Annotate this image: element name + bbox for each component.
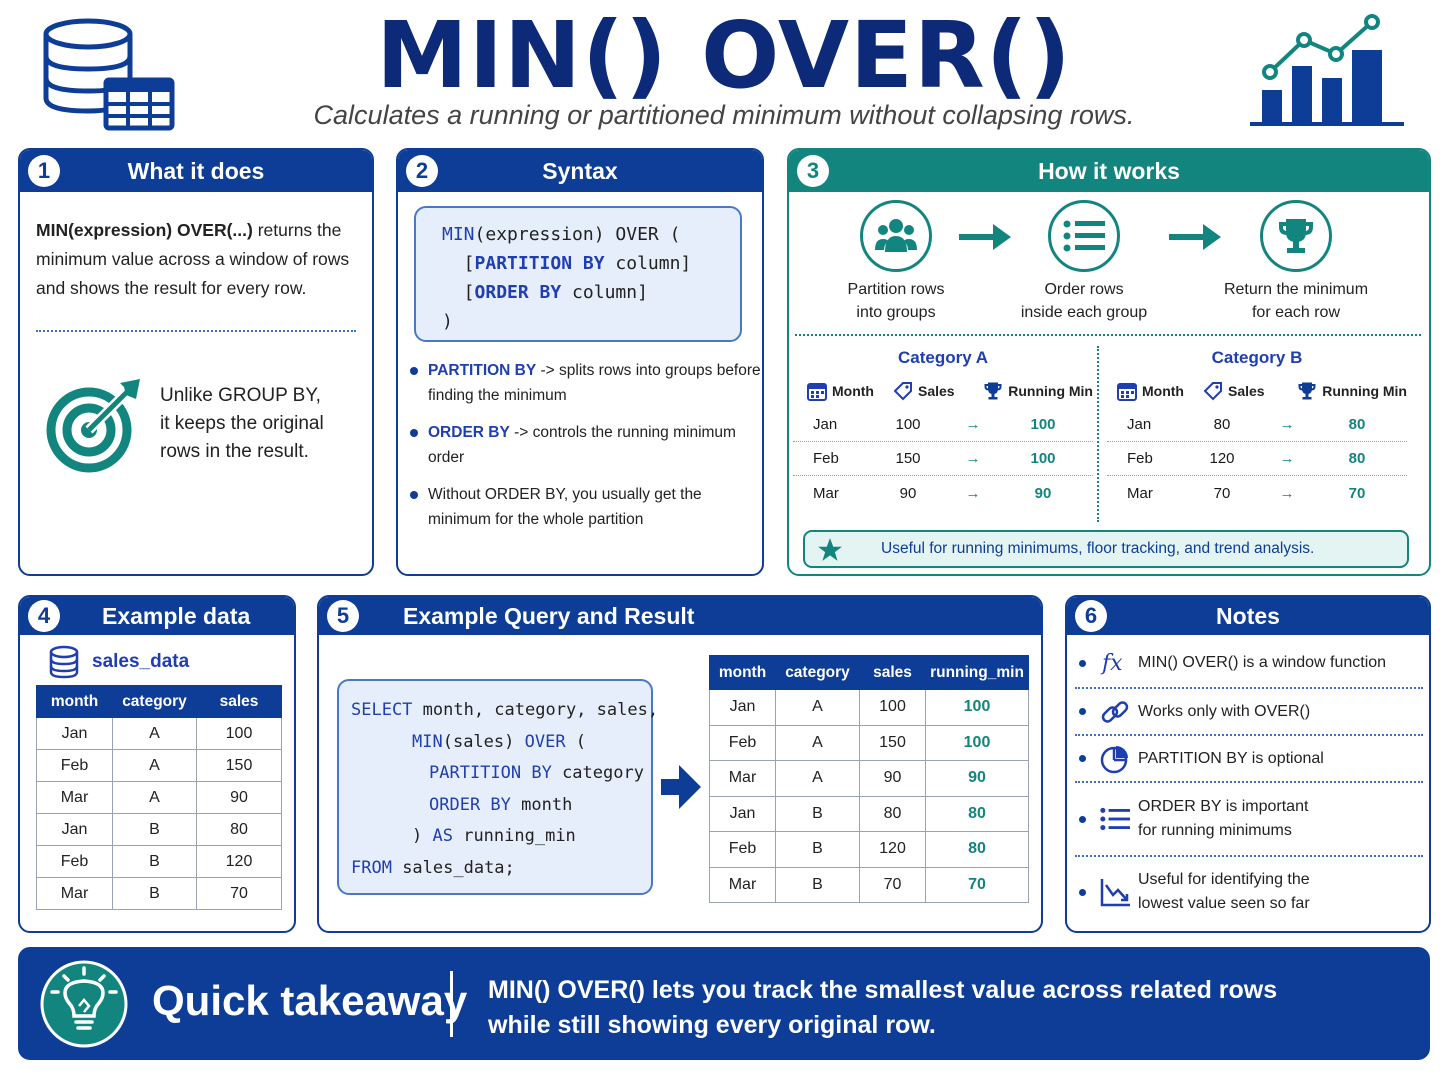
note-item	[1075, 689, 1423, 736]
code-keyword: PARTITION BY	[429, 763, 552, 783]
code-line	[442, 249, 740, 278]
table-row	[37, 782, 282, 814]
panel-header	[398, 150, 762, 192]
trophy-icon	[1297, 381, 1317, 401]
column-header: month	[710, 656, 776, 690]
cell: 80	[860, 796, 926, 832]
arrow-right-icon: →	[965, 450, 981, 467]
cell-month: Jan	[813, 416, 838, 433]
header-label: Sales	[918, 383, 955, 399]
table-row	[710, 832, 1029, 868]
step-label: Order rows	[1044, 281, 1124, 298]
arrow-right-icon: →	[1279, 484, 1295, 502]
code-keyword: ORDER BY	[429, 794, 511, 815]
cell: B	[113, 878, 197, 910]
category-title: Category B	[1211, 348, 1303, 367]
code-keyword: SELECT	[351, 700, 413, 720]
cell: B	[776, 867, 860, 903]
use-case-callout	[803, 530, 1409, 568]
column-header: category	[776, 656, 860, 690]
arrow-right-icon: →	[965, 484, 981, 502]
table-row	[1107, 476, 1407, 510]
note-item	[1075, 783, 1423, 857]
code-text: )	[412, 826, 433, 846]
cell: A	[113, 718, 197, 750]
column-header: category	[113, 686, 197, 718]
cell-running-min: 70	[926, 867, 1029, 903]
note-line: it keeps the original	[160, 413, 324, 434]
code-keyword: PARTITION BY	[474, 253, 605, 274]
cell-running-min: 80	[1348, 450, 1366, 467]
bullet-dot	[1079, 660, 1086, 667]
panel-header	[319, 597, 1041, 635]
cell-running-min: 80	[1348, 416, 1366, 433]
cell: 120	[860, 832, 926, 868]
step-partition	[811, 200, 981, 324]
syntax-bullets	[408, 358, 763, 544]
cell-running-min: 80	[926, 796, 1029, 832]
trophy-icon	[1260, 200, 1332, 272]
cell-running-min: 100	[1030, 416, 1056, 433]
takeaway-line: while still showing every original row.	[488, 1011, 936, 1039]
cell-running-min: 90	[1034, 484, 1052, 502]
arrow-right-icon	[661, 765, 703, 814]
trophy-icon	[983, 381, 1003, 401]
cell-running-min: 100	[926, 725, 1029, 761]
quick-takeaway-banner	[18, 947, 1430, 1060]
page-subtitle: Calculates a running or partitioned minimum without collapsing rows.	[313, 100, 1135, 130]
cell: B	[776, 796, 860, 832]
table-row	[710, 867, 1029, 903]
table-header	[1107, 374, 1407, 408]
step-number: 4	[28, 600, 60, 632]
code-text: running_min	[452, 826, 576, 846]
step-label: Return the minimum	[1223, 281, 1369, 298]
code-line: )	[442, 311, 453, 332]
table-header	[793, 374, 1093, 408]
cell: Feb	[37, 846, 113, 878]
bullet-dot	[1079, 755, 1086, 762]
description	[36, 216, 366, 303]
header-label: Month	[832, 383, 874, 399]
cell-running-min: 80	[926, 832, 1029, 868]
step-number: 6	[1075, 600, 1107, 632]
calendar-icon	[807, 381, 827, 401]
page-title: MIN() OVER()	[376, 2, 1072, 109]
database-icon	[48, 645, 80, 679]
divider	[36, 330, 356, 332]
header-month	[1107, 381, 1197, 401]
cell: Jan	[37, 814, 113, 846]
bullet-text: Without ORDER BY, you usually get the minimum for the whole partition	[428, 486, 702, 528]
code-keyword: ORDER BY	[474, 282, 562, 303]
cell-month: Feb	[813, 450, 839, 467]
step-number: 1	[28, 155, 60, 187]
table-name-label: sales_data	[92, 651, 190, 672]
panel-title: Notes	[1216, 602, 1280, 629]
panel-how-it-works	[787, 148, 1431, 576]
panel-header	[789, 150, 1429, 192]
panel-header	[20, 597, 294, 635]
column-header: sales	[860, 656, 926, 690]
pie-icon	[1100, 744, 1138, 774]
code-text: [	[442, 282, 475, 303]
process-steps	[789, 200, 1429, 330]
bullet-text: -> splits rows into groups before finding the minimum	[428, 362, 761, 404]
group-icon	[860, 200, 932, 272]
cell: 90	[860, 761, 926, 797]
step-label: Partition rows	[847, 281, 945, 298]
code-text: [	[442, 253, 475, 274]
cell: 90	[197, 782, 282, 814]
calendar-icon	[1117, 381, 1137, 401]
cell-running-min: 100	[1030, 450, 1056, 467]
header-label: Running Min	[1008, 383, 1093, 399]
code-keyword: FROM	[351, 857, 392, 878]
note-text: Works only with OVER()	[1138, 702, 1311, 720]
table-row	[793, 476, 1093, 510]
code-text: (	[565, 731, 587, 752]
cell: B	[113, 846, 197, 878]
table-header-row	[710, 656, 1029, 690]
query-result-table	[709, 655, 1029, 903]
step-label: into groups	[856, 304, 936, 321]
unlike-group-by-note	[160, 382, 360, 466]
note-item	[1075, 857, 1423, 927]
takeaway-label: Quick takeaway	[152, 977, 468, 1024]
tag-icon	[1203, 381, 1223, 401]
divider	[450, 971, 453, 1037]
panel-title: Example data	[102, 602, 251, 629]
panel-example-query	[317, 595, 1043, 933]
table-row	[710, 761, 1029, 797]
takeaway-text	[488, 973, 1277, 1043]
note-text: for running minimums	[1138, 822, 1292, 839]
panel-syntax	[396, 148, 764, 576]
code-line	[442, 278, 740, 307]
cell: 80	[197, 814, 282, 846]
header-label: Sales	[1228, 383, 1265, 399]
table-name	[48, 645, 189, 679]
table-row	[1107, 442, 1407, 476]
cell: Jan	[710, 690, 776, 726]
bullet-keyword: PARTITION BY	[428, 362, 537, 379]
function-icon	[1100, 648, 1138, 678]
cell: A	[113, 782, 197, 814]
cell-running-min: 90	[926, 761, 1029, 797]
query-code-block	[337, 679, 659, 895]
code-keyword: MIN	[442, 224, 475, 245]
cell: 70	[860, 867, 926, 903]
header-label: Month	[1142, 383, 1184, 399]
table-row	[37, 750, 282, 782]
code-keyword: OVER	[524, 731, 566, 752]
notes-list	[1075, 639, 1423, 927]
category-title: Category A	[897, 348, 989, 367]
table-header-row	[37, 686, 282, 718]
column-header: running_min	[926, 656, 1029, 690]
cell: 70	[197, 878, 282, 910]
note-line: Unlike GROUP BY,	[160, 385, 321, 406]
divider	[1097, 346, 1099, 522]
table-row	[710, 690, 1029, 726]
cell: B	[776, 832, 860, 868]
table-row	[710, 725, 1029, 761]
code-line	[351, 695, 659, 727]
header-sales	[1197, 381, 1287, 401]
cell: Mar	[710, 867, 776, 903]
cell: Feb	[710, 832, 776, 868]
divider	[795, 334, 1421, 336]
callout-text: Useful for running minimums, floor tracking, and trend analysis.	[881, 540, 1315, 557]
panel-example-data	[18, 595, 296, 933]
table-row	[793, 408, 1093, 442]
trend-down-icon	[1100, 877, 1138, 907]
step-order	[999, 200, 1169, 324]
panel-what-it-does	[18, 148, 374, 576]
header-sales	[883, 381, 973, 401]
cell-sales: 90	[899, 484, 917, 502]
target-icon	[44, 375, 144, 480]
arrow-right-icon: →	[965, 416, 981, 433]
cell: Jan	[710, 796, 776, 832]
svg-text:fx: fx	[1102, 651, 1123, 676]
list-icon	[1048, 200, 1120, 272]
bullet-dot	[1079, 816, 1086, 823]
bullet-item	[408, 482, 763, 532]
cell: A	[776, 690, 860, 726]
cell: A	[113, 750, 197, 782]
bullet-item	[408, 420, 763, 470]
cell-month: Mar	[813, 484, 839, 502]
code-text: month, category, sales,	[412, 700, 659, 720]
step-number: 5	[327, 600, 359, 632]
column-header: sales	[197, 686, 282, 718]
cell: Mar	[710, 761, 776, 797]
column-header: month	[37, 686, 113, 718]
table-row	[37, 814, 282, 846]
cell: 100	[197, 718, 282, 750]
code-text: category	[551, 763, 644, 783]
cell-running-min: 70	[1348, 484, 1366, 502]
cell: 100	[860, 690, 926, 726]
table-row	[793, 442, 1093, 476]
panel-title: How it works	[1038, 157, 1180, 184]
syntax-code-block	[414, 206, 742, 342]
description-bold: MIN(expression) OVER(...)	[36, 220, 253, 240]
list-icon	[1100, 806, 1138, 832]
note-text: MIN() OVER() is a window function	[1138, 654, 1387, 671]
code-line	[351, 821, 651, 853]
code-line	[442, 220, 740, 249]
code-text: (expression) OVER (	[474, 224, 681, 245]
category-b-table	[1107, 348, 1407, 510]
cell-month: Jan	[1127, 416, 1152, 433]
panel-header	[20, 150, 372, 192]
note-text: lowest value seen so far	[1138, 895, 1310, 912]
cell: Feb	[37, 750, 113, 782]
cell-sales: 150	[895, 450, 921, 467]
tag-icon	[893, 381, 913, 401]
code-line	[351, 853, 651, 885]
cell: Mar	[37, 878, 113, 910]
cell: Feb	[710, 725, 776, 761]
bullet-item	[408, 358, 763, 408]
header-month	[793, 381, 883, 401]
cell-running-min: 100	[926, 690, 1029, 726]
header	[0, 0, 1448, 145]
category-a-table	[793, 348, 1093, 510]
code-text: month	[510, 794, 573, 815]
bullet-text: -> controls the running minimum order	[428, 424, 736, 466]
cell: Mar	[37, 782, 113, 814]
header-running-min	[973, 381, 1093, 401]
table-row	[710, 796, 1029, 832]
cell-month: Feb	[1127, 450, 1153, 467]
description-text: returns the minimum value across a window of rows and shows the result for every row.	[36, 220, 350, 298]
step-number: 2	[406, 155, 438, 187]
cell-sales: 100	[895, 416, 921, 433]
table-row	[37, 846, 282, 878]
step-label: inside each group	[1020, 304, 1148, 321]
cell-sales: 120	[1209, 450, 1235, 467]
note-item	[1075, 639, 1423, 689]
cell-month: Mar	[1127, 484, 1153, 502]
cell: 150	[197, 750, 282, 782]
arrow-right-icon: →	[1279, 450, 1295, 467]
panel-title: Syntax	[542, 157, 618, 184]
star-icon	[817, 537, 843, 568]
table-row	[1107, 408, 1407, 442]
table-row	[37, 718, 282, 750]
panel-notes	[1065, 595, 1431, 933]
code-keyword: MIN	[412, 731, 443, 752]
cell-sales: 80	[1213, 416, 1231, 433]
code-text: sales_data;	[391, 857, 515, 878]
cell-sales: 70	[1213, 484, 1231, 502]
table-row	[37, 878, 282, 910]
code-line	[351, 790, 651, 822]
bullet-dot	[1079, 889, 1086, 896]
arrow-right-icon: →	[1279, 416, 1295, 433]
cell: Jan	[37, 718, 113, 750]
step-return-min	[1201, 200, 1391, 324]
panel-title: What it does	[127, 157, 265, 184]
cell: 150	[860, 725, 926, 761]
link-icon	[1100, 697, 1138, 727]
header-running-min	[1287, 381, 1407, 401]
panel-title: Example Query and Result	[403, 602, 695, 629]
bullet-keyword: ORDER BY	[428, 424, 510, 441]
lightbulb-icon	[40, 960, 128, 1053]
takeaway-line: MIN() OVER() lets you track the smallest value across related rows	[488, 976, 1278, 1004]
note-line: rows in the result.	[160, 441, 309, 462]
cell: A	[776, 761, 860, 797]
note-item	[1075, 736, 1423, 783]
code-keyword: AS	[432, 826, 453, 846]
note-text: PARTITION BY is optional	[1138, 749, 1324, 767]
panel-header	[1067, 597, 1429, 635]
code-text: column]	[561, 282, 648, 303]
note-text: ORDER BY is important	[1138, 798, 1309, 815]
cell: A	[776, 725, 860, 761]
cell: B	[113, 814, 197, 846]
step-number: 3	[797, 155, 829, 187]
example-data-table	[36, 685, 282, 910]
bar-chart-icon	[1244, 12, 1410, 135]
header-label: Running Min	[1322, 383, 1407, 399]
code-line	[351, 758, 651, 790]
code-text: (sales)	[442, 731, 525, 752]
bullet-dot	[1079, 708, 1086, 715]
cell: 120	[197, 846, 282, 878]
step-label: for each row	[1251, 304, 1341, 321]
note-text: Useful for identifying the	[1138, 871, 1310, 888]
code-text: column]	[604, 253, 692, 274]
code-line	[351, 727, 651, 759]
